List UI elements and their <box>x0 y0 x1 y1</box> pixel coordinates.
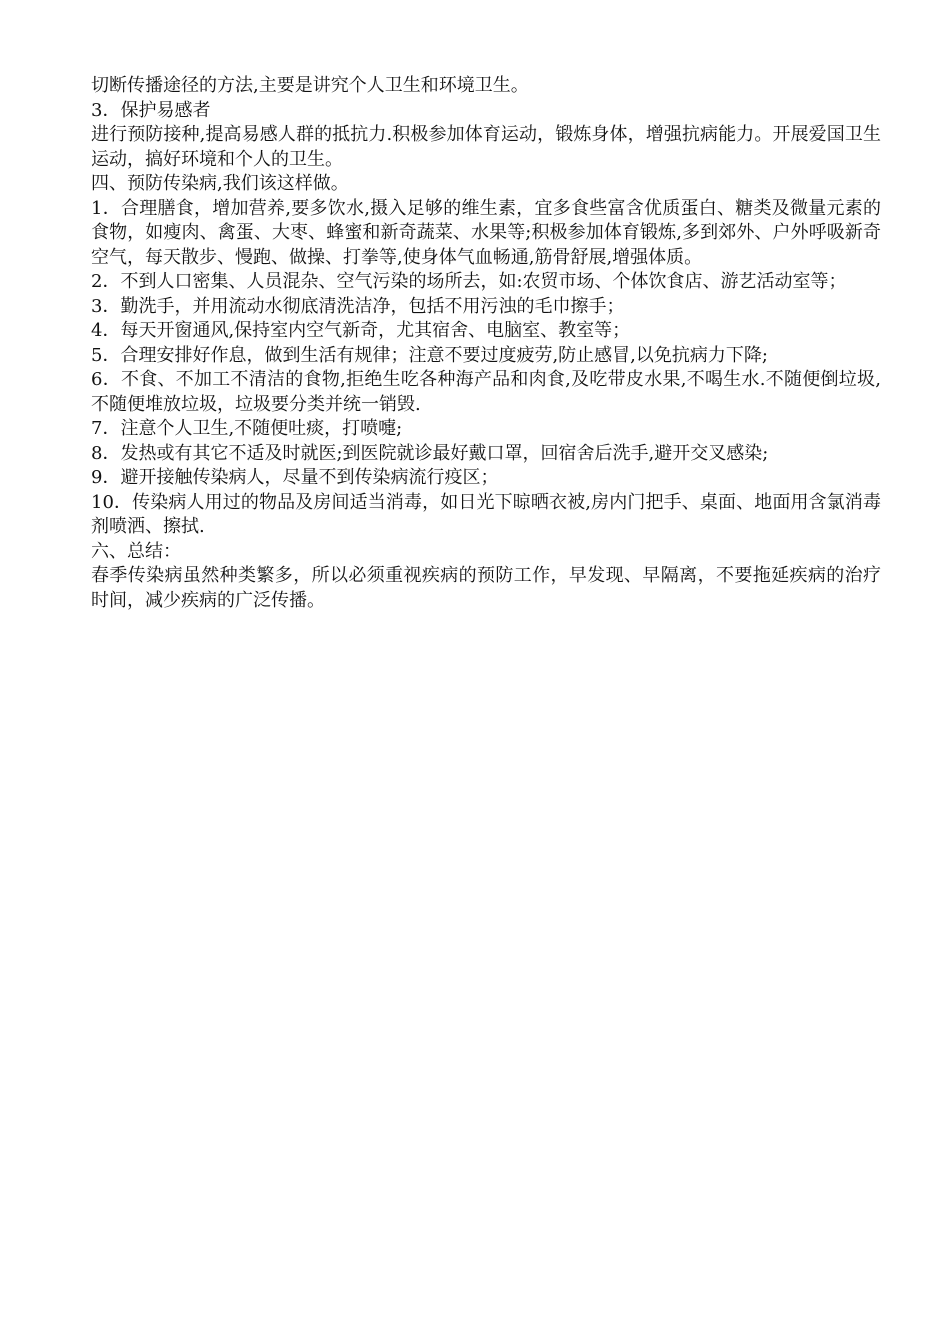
list-item-avoid-crowds: 2．不到人口密集、人员混杂、空气污染的场所去，如:农贸市场、个体饮食店、游艺活动室等； <box>91 271 847 292</box>
list-item-hygiene: 7．注意个人卫生,不随便吐痰，打喷嚏; <box>91 418 403 439</box>
list-item-avoid-patients: 9．避开接触传染病人，尽量不到传染病流行疫区； <box>91 467 499 488</box>
heading-prevention-measures: 四、预防传染病,我们该这样做。 <box>91 173 349 194</box>
list-item-food-safety: 6．不食、不加工不清洁的食物,拒绝生吃各种海产品和肉食,及吃带皮水果,不喝生水.不随便倒垃圾,不随便堆放垃圾，垃圾要分类并统一销毁. <box>91 369 881 415</box>
list-item-diet: 1．合理膳食，增加营养,要多饮水,摄入足够的维生素，宜多食些富含优质蛋白、糖类及微量元素的食物，如瘦肉、禽蛋、大枣、蜂蜜和新奇蔬菜、水果等;积极参加体育锻炼,多到郊外、户外呼吸新奇空气，每天散步、慢跑、做操、打拳等,使身体气血畅通,筋骨舒展,增强体质。 <box>91 197 881 268</box>
paragraph-transmission-route: 切断传播途径的方法,主要是讲究个人卫生和环境卫生。 <box>91 75 529 96</box>
list-item-ventilation: 4．每天开窗通风,保持室内空气新奇，尤其宿舍、电脑室、教室等； <box>91 320 631 341</box>
paragraph-summary: 春季传染病虽然种类繁多，所以必须重视疾病的预防工作，早发现、早隔离，不要拖延疾病的治疗时间，减少疾病的广泛传播。 <box>91 565 881 611</box>
paragraph-vaccination: 进行预防接种,提高易感人群的抵抗力.积极参加体育运动，锻炼身体，增强抗病能力。开展爱国卫生运动，搞好环境和个人的卫生。 <box>91 124 881 170</box>
heading-protect-susceptible: 3．保护易感者 <box>91 99 211 121</box>
document-page <box>91 74 881 613</box>
list-item-disinfection: 10．传染病人用过的物品及房间适当消毒，如日光下晾晒衣被,房内门把手、桌面、地面用含氯消毒剂喷洒、擦拭. <box>91 491 881 537</box>
list-item-hand-washing: 3．勤洗手，并用流动水彻底清洗洁净，包括不用污浊的毛巾擦手； <box>91 295 625 317</box>
heading-summary: 六、总结： <box>91 540 181 562</box>
list-item-rest: 5．合理安排好作息，做到生活有规律；注意不要过度疲劳,防止感冒,以免抗病力下降; <box>91 344 768 366</box>
list-item-seek-medical: 8．发热或有其它不适及时就医;到医院就诊最好戴口罩，回宿舍后洗手,避开交叉感染; <box>91 442 769 464</box>
